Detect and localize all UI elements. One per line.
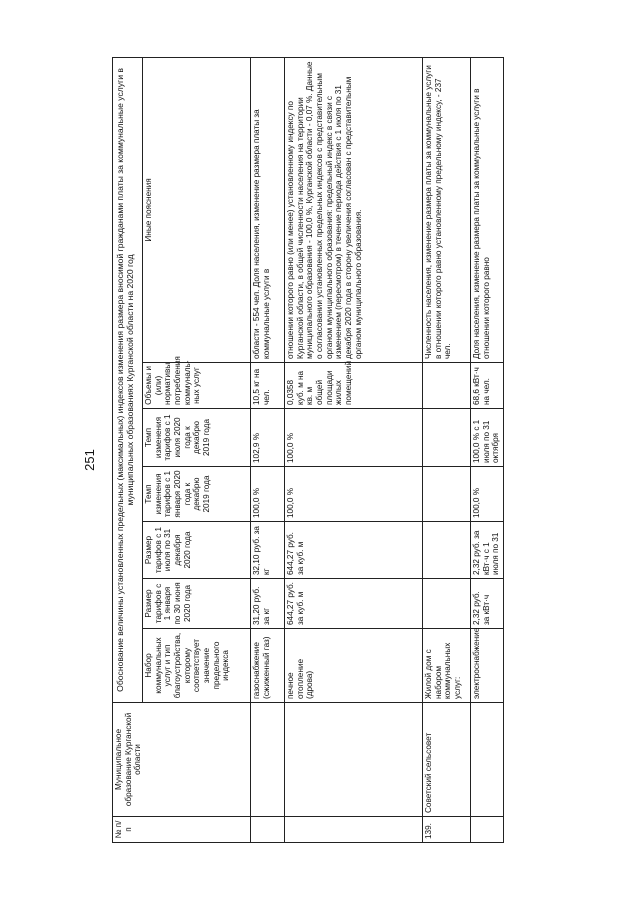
cell-tariff1: 2,32 руб. за кВт·ч (471, 579, 504, 629)
cell-rate1 (423, 467, 471, 522)
table-row (471, 57, 504, 842)
cell-volume: 0,0358 куб. м на кв. м общей площади жилых помещений (285, 363, 423, 409)
cell-notes: Доля населения, изменение размера платы за коммунальные услуги в отношении которого равно (471, 57, 504, 362)
cell-service: электроснабжение (471, 629, 504, 703)
table-title: Обоснование величины установленных предельных (максимальных) индексов изменения размера вносимой гражданами платы за коммунальные услуги в муниципальных образованиях Курганской области на 2020 год (113, 57, 143, 702)
cell-tariff2: 2,32 руб. за кВт·ч с 1 июля по 31 (471, 522, 504, 579)
cell-service: газоснабжение (сжиженный газ) (251, 629, 285, 703)
cell-rate1: 100,0 % (251, 467, 285, 522)
cell-rate2: 102,9 % (251, 409, 285, 467)
table-row (423, 57, 471, 842)
rotated-table-wrapper (112, 58, 504, 843)
header-volumes: Объемы и (или) нормативы потребления коммуналь-ных услуг (143, 363, 251, 409)
cell-num (471, 817, 504, 843)
header-services: Набор коммунальных услуг и тип благоустройства, которому соответствует значение предельного индекса (143, 629, 251, 703)
cell-volume: 68,6 кВт·ч на чел. (471, 363, 504, 409)
cell-notes: отношении которого равно (или менее) установленному индексу по Курганской области, в общей численности населения на территории муниципального образования - 100,0 %, Курганской области - 0,07 %. Данные о согласовании установленных предельных индексов с представительным органом муниципального образования: предельный индекс в связи с изменением (пересмотром) в течение периода действия с 1 июля по 31 декабря 2020 года в сторону увеличения согласован с представительным органом муниципального образования. (285, 57, 423, 362)
header-notes: Иные пояснения (143, 57, 251, 362)
cell-num (285, 817, 423, 843)
header-rate-jan: Темп изменения тарифов с 1 января 2020 года к декабрю 2019 года (143, 467, 251, 522)
cell-volume (423, 363, 471, 409)
cell-municipality (251, 703, 285, 817)
cell-volume: 10,5 кг на чел. (251, 363, 285, 409)
cell-tariff2: 32,10 руб. за кг (251, 522, 285, 579)
cell-tariff1 (423, 579, 471, 629)
cell-num (251, 817, 285, 843)
cell-rate2 (423, 409, 471, 467)
cell-tariff1: 644,27 руб. за куб. м (285, 579, 423, 629)
cell-notes: Численность населения, изменение размера платы за коммунальные услуги в отношении которого равно установленному предельному индексу, - 237 чел. (423, 57, 471, 362)
cell-municipality: Советский сельсовет (423, 703, 471, 817)
cell-tariff2: 644,27 руб. за куб. м (285, 522, 423, 579)
cell-rate2: 100,0 % (285, 409, 423, 467)
cell-rate1: 100,0 % (285, 467, 423, 522)
header-municipality: Муниципальное образование Курганской области (113, 703, 251, 817)
cell-service: печное отопление (дрова) (285, 629, 423, 703)
header-rate-jul: Темп изменения тарифов с 1 июля 2020 года к декабрю 2019 года (143, 409, 251, 467)
cell-municipality (285, 703, 423, 817)
cell-service: Жилой дом с набором коммунальных услуг: (423, 629, 471, 703)
cell-tariff2 (423, 522, 471, 579)
tariff-table (112, 57, 504, 843)
page-number: 251 (82, 449, 97, 471)
table-row (285, 57, 423, 842)
cell-notes: области - 554 чел. Доля населения, изменение размера платы за коммунальные услуги в (251, 57, 285, 362)
cell-municipality (471, 703, 504, 817)
header-tariff-jul-dec: Размер тарифов с 1 июля по 31 декабря 2020 года (143, 522, 251, 579)
cell-rate1: 100,0 % (471, 467, 504, 522)
cell-tariff1: 31,20 руб. за кг (251, 579, 285, 629)
header-tariff-jan-jun: Размер тарифов с 1 января по 30 июня 2020 года (143, 579, 251, 629)
header-num: № п/п (113, 817, 251, 843)
table-row (251, 57, 285, 842)
cell-num: 139. (423, 817, 471, 843)
cell-rate2: 100,0 % с 1 июля по 31 октября (471, 409, 504, 467)
